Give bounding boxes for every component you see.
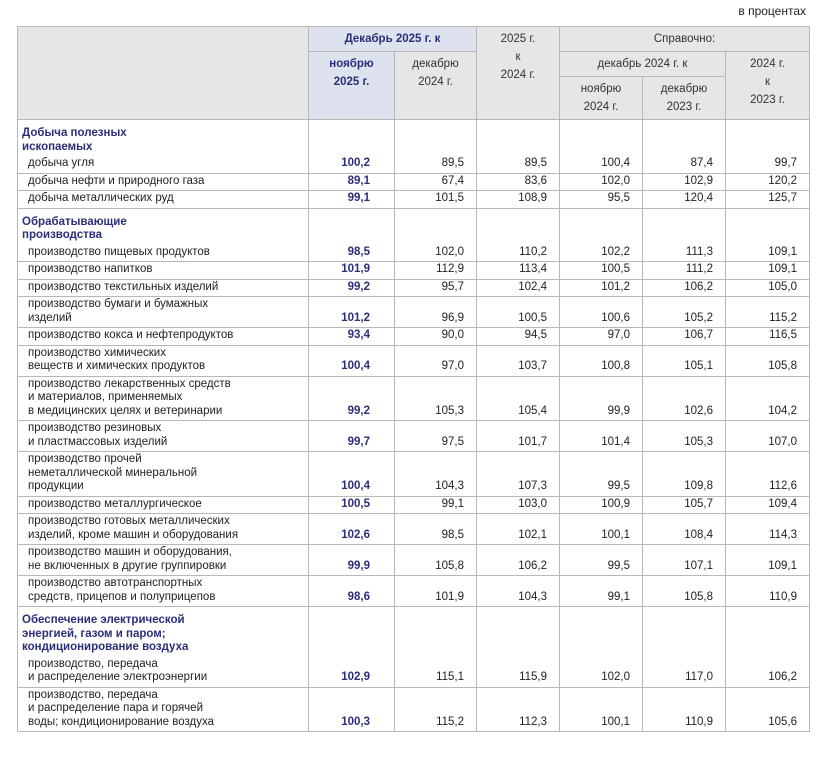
value-cell: 120,2	[726, 173, 810, 191]
value-cell: 112,9	[395, 262, 477, 280]
table-row	[18, 657, 810, 688]
value-cell: 100,5	[477, 297, 560, 328]
table-row	[18, 376, 810, 421]
header-nov2024: ноябрю 2024 г.	[560, 77, 643, 120]
value-cell: 104,2	[726, 376, 810, 421]
value-cell: 98,5	[395, 514, 477, 545]
value-cell: 105,6	[726, 687, 810, 732]
row-label: добыча металлических руд	[18, 191, 309, 209]
empty-cell	[395, 120, 477, 157]
empty-cell	[477, 120, 560, 157]
table-row	[18, 279, 810, 297]
table-body	[18, 120, 810, 732]
value-cell: 102,0	[560, 657, 643, 688]
value-cell: 99,9	[560, 376, 643, 421]
table-row	[18, 576, 810, 607]
value-cell: 96,9	[395, 297, 477, 328]
value-cell: 117,0	[643, 657, 726, 688]
row-label: производство бумаги и бумажных изделий	[18, 297, 309, 328]
table-row	[18, 173, 810, 191]
value-cell: 99,5	[560, 545, 643, 576]
row-label: производство автотранспортных средств, прицепов и полуприцепов	[18, 576, 309, 607]
section-title: Обеспечение электрической энергией, газом и паром; кондиционирование воздуха	[18, 607, 309, 657]
value-cell: 102,0	[560, 173, 643, 191]
empty-cell	[726, 208, 810, 245]
unit-note: в процентах	[738, 4, 806, 18]
row-label: производство резиновых и пластмассовых изделий	[18, 421, 309, 452]
value-cell: 102,0	[395, 245, 477, 262]
value-cell: 95,7	[395, 279, 477, 297]
value-cell: 99,7	[726, 156, 810, 173]
value-cell: 109,1	[726, 545, 810, 576]
value-cell: 105,2	[643, 297, 726, 328]
table-row	[18, 191, 810, 209]
value-cell: 99,1	[560, 576, 643, 607]
value-cell: 87,4	[643, 156, 726, 173]
value-cell: 110,2	[477, 245, 560, 262]
value-cell: 116,5	[726, 328, 810, 346]
value-cell: 90,0	[395, 328, 477, 346]
row-label: производство лекарственных средств и материалов, применяемых в медицинских целях и ветеринарии	[18, 376, 309, 421]
row-label: производство напитков	[18, 262, 309, 280]
empty-cell	[309, 607, 395, 657]
value-cell: 99,7	[309, 421, 395, 452]
value-cell: 100,4	[309, 452, 395, 497]
value-cell: 97,5	[395, 421, 477, 452]
value-cell: 112,3	[477, 687, 560, 732]
empty-cell	[643, 607, 726, 657]
value-cell: 102,1	[477, 514, 560, 545]
value-cell: 101,2	[560, 279, 643, 297]
row-label: производство пищевых продуктов	[18, 245, 309, 262]
value-cell: 99,1	[395, 496, 477, 514]
row-label: производство химических веществ и химических продуктов	[18, 345, 309, 376]
value-cell: 94,5	[477, 328, 560, 346]
value-cell: 106,2	[726, 657, 810, 688]
value-cell: 111,3	[643, 245, 726, 262]
value-cell: 113,4	[477, 262, 560, 280]
value-cell: 110,9	[726, 576, 810, 607]
table-row	[18, 262, 810, 280]
value-cell: 102,6	[643, 376, 726, 421]
value-cell: 100,5	[309, 496, 395, 514]
value-cell: 106,2	[477, 545, 560, 576]
empty-cell	[560, 120, 643, 157]
value-cell: 100,1	[560, 687, 643, 732]
value-cell: 112,6	[726, 452, 810, 497]
value-cell: 101,9	[395, 576, 477, 607]
empty-cell	[395, 208, 477, 245]
value-cell: 102,9	[309, 657, 395, 688]
value-cell: 105,8	[643, 576, 726, 607]
empty-cell	[309, 120, 395, 157]
section-row	[18, 120, 810, 157]
value-cell: 106,2	[643, 279, 726, 297]
value-cell: 100,4	[309, 345, 395, 376]
empty-cell	[726, 120, 810, 157]
row-label: производство металлургическое	[18, 496, 309, 514]
row-label: добыча нефти и природного газа	[18, 173, 309, 191]
value-cell: 109,8	[643, 452, 726, 497]
header-nov2025: ноябрю 2025 г.	[309, 52, 395, 120]
header-reference: Справочно:	[560, 27, 810, 52]
row-label: производство прочей неметаллической минеральной продукции	[18, 452, 309, 497]
empty-cell	[643, 120, 726, 157]
table-row	[18, 345, 810, 376]
table-row	[18, 687, 810, 732]
header-dec2024k: декабрь 2024 г. к	[560, 52, 726, 77]
row-label: производство готовых металлических изделий, кроме машин и оборудования	[18, 514, 309, 545]
table-row	[18, 452, 810, 497]
header-dec2023: декабрю 2023 г.	[643, 77, 726, 120]
header-dec2024: декабрю 2024 г.	[395, 52, 477, 120]
value-cell: 101,7	[477, 421, 560, 452]
value-cell: 99,2	[309, 279, 395, 297]
value-cell: 83,6	[477, 173, 560, 191]
value-cell: 115,1	[395, 657, 477, 688]
table-row	[18, 421, 810, 452]
table-row	[18, 328, 810, 346]
value-cell: 109,1	[726, 262, 810, 280]
value-cell: 101,2	[309, 297, 395, 328]
value-cell: 99,9	[309, 545, 395, 576]
empty-cell	[643, 208, 726, 245]
value-cell: 103,7	[477, 345, 560, 376]
row-label: производство машин и оборудования, не включенных в другие группировки	[18, 545, 309, 576]
value-cell: 110,9	[643, 687, 726, 732]
table-row	[18, 245, 810, 262]
value-cell: 105,8	[395, 545, 477, 576]
value-cell: 105,7	[643, 496, 726, 514]
value-cell: 100,8	[560, 345, 643, 376]
empty-cell	[309, 208, 395, 245]
value-cell: 105,3	[395, 376, 477, 421]
value-cell: 99,2	[309, 376, 395, 421]
empty-cell	[395, 607, 477, 657]
table-row	[18, 297, 810, 328]
section-row	[18, 607, 810, 657]
table-row	[18, 545, 810, 576]
value-cell: 100,9	[560, 496, 643, 514]
header-2025-to-2024: 2025 г. к 2024 г.	[477, 27, 560, 120]
value-cell: 108,9	[477, 191, 560, 209]
value-cell: 101,4	[560, 421, 643, 452]
table-header	[18, 27, 810, 120]
value-cell: 99,1	[309, 191, 395, 209]
value-cell: 100,1	[560, 514, 643, 545]
value-cell: 120,4	[643, 191, 726, 209]
value-cell: 115,9	[477, 657, 560, 688]
row-label: производство текстильных изделий	[18, 279, 309, 297]
value-cell: 114,3	[726, 514, 810, 545]
production-index-table	[17, 26, 810, 732]
value-cell: 111,2	[643, 262, 726, 280]
value-cell: 106,7	[643, 328, 726, 346]
value-cell: 105,3	[643, 421, 726, 452]
table-row	[18, 496, 810, 514]
value-cell: 103,0	[477, 496, 560, 514]
value-cell: 89,5	[477, 156, 560, 173]
header-corner	[18, 27, 309, 120]
value-cell: 109,4	[726, 496, 810, 514]
empty-cell	[726, 607, 810, 657]
empty-cell	[477, 607, 560, 657]
row-label: производство, передача и распределение пара и горячей воды; кондиционирование воздуха	[18, 687, 309, 732]
value-cell: 97,0	[395, 345, 477, 376]
value-cell: 101,9	[309, 262, 395, 280]
value-cell: 107,3	[477, 452, 560, 497]
table-row	[18, 514, 810, 545]
value-cell: 67,4	[395, 173, 477, 191]
value-cell: 89,1	[309, 173, 395, 191]
value-cell: 99,5	[560, 452, 643, 497]
value-cell: 102,6	[309, 514, 395, 545]
value-cell: 98,5	[309, 245, 395, 262]
table-row	[18, 156, 810, 173]
value-cell: 108,4	[643, 514, 726, 545]
value-cell: 95,5	[560, 191, 643, 209]
value-cell: 109,1	[726, 245, 810, 262]
value-cell: 100,6	[560, 297, 643, 328]
row-label: производство кокса и нефтепродуктов	[18, 328, 309, 346]
section-row	[18, 208, 810, 245]
value-cell: 101,5	[395, 191, 477, 209]
section-title: Обрабатывающие производства	[18, 208, 309, 245]
empty-cell	[477, 208, 560, 245]
value-cell: 93,4	[309, 328, 395, 346]
value-cell: 98,6	[309, 576, 395, 607]
value-cell: 100,2	[309, 156, 395, 173]
value-cell: 102,2	[560, 245, 643, 262]
value-cell: 102,9	[643, 173, 726, 191]
empty-cell	[560, 208, 643, 245]
value-cell: 115,2	[726, 297, 810, 328]
value-cell: 125,7	[726, 191, 810, 209]
value-cell: 104,3	[395, 452, 477, 497]
value-cell: 107,1	[643, 545, 726, 576]
row-label: производство, передача и распределение электроэнергии	[18, 657, 309, 688]
value-cell: 100,3	[309, 687, 395, 732]
value-cell: 89,5	[395, 156, 477, 173]
value-cell: 97,0	[560, 328, 643, 346]
value-cell: 100,5	[560, 262, 643, 280]
value-cell: 104,3	[477, 576, 560, 607]
value-cell: 105,4	[477, 376, 560, 421]
value-cell: 105,8	[726, 345, 810, 376]
section-title: Добыча полезных ископаемых	[18, 120, 309, 157]
header-2024-to-2023: 2024 г. к 2023 г.	[726, 52, 810, 120]
value-cell: 107,0	[726, 421, 810, 452]
value-cell: 105,0	[726, 279, 810, 297]
value-cell: 115,2	[395, 687, 477, 732]
value-cell: 100,4	[560, 156, 643, 173]
value-cell: 105,1	[643, 345, 726, 376]
value-cell: 102,4	[477, 279, 560, 297]
header-dec2025: Декабрь 2025 г. к	[309, 27, 477, 52]
empty-cell	[560, 607, 643, 657]
row-label: добыча угля	[18, 156, 309, 173]
